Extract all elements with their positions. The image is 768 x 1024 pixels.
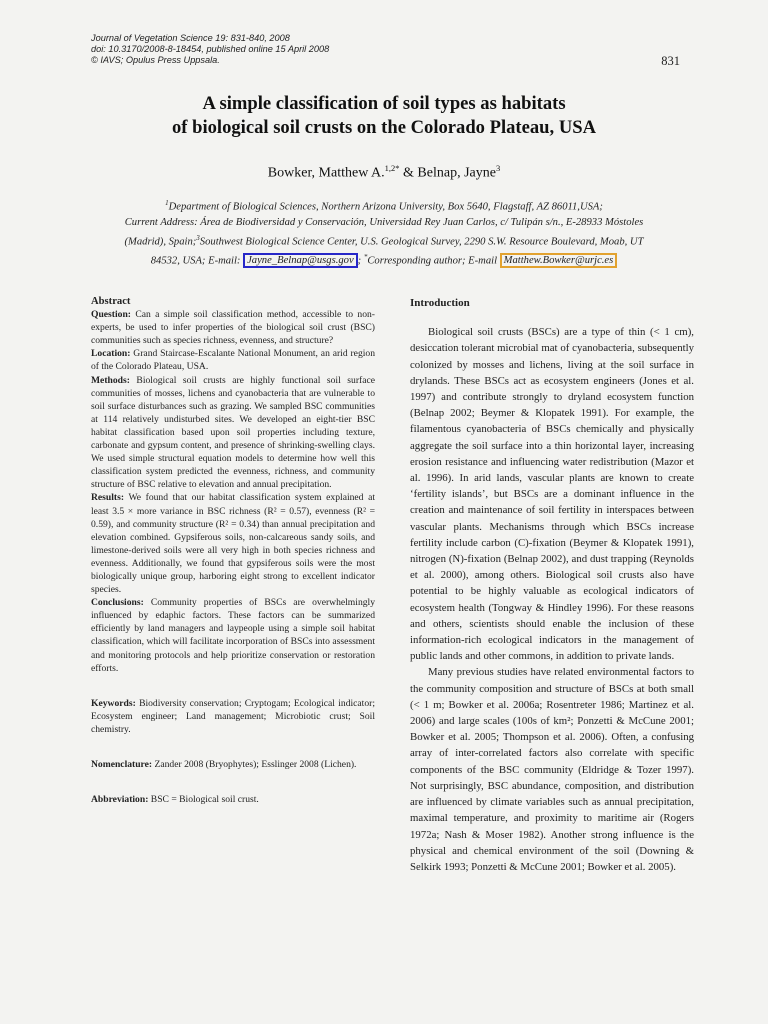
nomenclature-label: Nomenclature: [91, 759, 153, 770]
introduction-paragraph-2: Many previous studies have related environmental factors to the community composition and structure of BSCs at both small (< 1 m; Bowker et al. 2006a; Rosentreter 1986; Martinez et al. 2006) and large scales (100s of km²; Ponzetti & McCune 2001; Bowker et al. 2005; Thompson et al. 2006). Often, a confusing array of inter-correlated factors also correlate with specific components of the BSC community (Eldridge & Tozer 1997). Not surprisingly, BSC abundance, composition, and distribution are influenced by climate variables such as annual precipitation, maximal temperature, and proximity to maritime air (Rogers 1972a; Nash & Moser 1982). Another strong influence is the physical and chemical environment of the soil (Downing & Selkirk 1993; Ponzetti & McCune 2001; Bowker et al. 2005). [410, 666, 694, 873]
keywords [91, 697, 375, 736]
affiliation-line-2: Current Address: Área de Biodiversidad y Conservación, Universidad Rey Juan Carlos, c/ Tulipán s/n., E-28933 Móstoles [124, 217, 644, 229]
conclusions-text: Community properties of BSCs are overwhelmingly influenced by edaphic factors. These factors can be summarized efficiently by land managers and laypeople using a simple soil habitat classification, which will facilitate incorporation of BSCs into assessment and monitoring protocols and help prioritize conservation or restoration efforts. [91, 597, 375, 674]
email-link-bowker[interactable]: Matthew.Bowker@urjc.es [500, 253, 618, 268]
email-link-belnap[interactable]: Jayne_Belnap@usgs.gov [243, 253, 358, 268]
author-2-affiliation-mark: 3 [495, 163, 501, 173]
abstract-conclusions [91, 596, 375, 675]
keywords-text: Biodiversity conservation; Cryptogam; Ecological indicator; Ecosystem engineer; Land management; Microbiotic crust; Soil chemistry. [91, 697, 375, 735]
corresponding-author-label: Corresponding author; E-mail [367, 255, 500, 267]
affiliation-mark-3: 3 [196, 233, 200, 242]
location-label: Location: [91, 348, 131, 360]
corresponding-mark: * [363, 252, 368, 261]
nomenclature [91, 758, 375, 771]
results-text: We found that our habitat classification system explained at least 3.5 × more variance in BSC richness (R² = 0.57), evenness (R² = 0.59), and community structure (R² = 0.34) than annual precipitation and elevation combined. Gypsiferous soils, non-calcareous sandy soils, and limestone-derived soils were all very high in both species richness and evenness. Additionally, we found that gypsiferous soils were the most biologically unique group, harboring eight strong to excellent indicator species. [91, 492, 375, 596]
abbreviation-label: Abbreviation: [91, 794, 149, 806]
affiliation-line-4a: 84532, USA; E-mail: [150, 255, 244, 267]
affiliation-line-3a: (Madrid), Spain; [124, 236, 197, 248]
affiliations [86, 196, 682, 269]
introduction-paragraph-1: Biological soil crusts (BSCs) are a type of thin (< 1 cm), desiccation tolerant microbial mat of cyanobacteria, subsequently colonized by mosses and lichens, living at the soil surface in drylands. These BSCs act as ecosystem engineers (Jones et al. 1997) and contribute strongly to dryland ecosystem function (Belnap 2002; Beymer & Klopatek 1991). For example, the filamentous cyanobacteria of BSCs chemically and physically aggregate the soil surface into a thin horizontal layer, increasing erosion resistance and influencing water redistribution (Mazor et al. 1996). In arid lands, vascular plants are known to create ‘fertility islands’, but BSCs are a dominant influence in the creation and maintenance of soil fertility in interspaces between vascular plants. Mechanisms through which BSCs increase fertility include carbon (C)-fixation (Beymer & Klopatek 1991), nitrogen (N)-fixation (Belnap 2002), and dust trapping (Reynolds et al. 2000), among others. Biological soil crusts also have potential to be highly valuable as ecological indicators of ecosystem health (Tongway & Hindley 1996). For these reasons and others, scientists should enable the inclusion of these information-rich ecological indicators in the management of public lands and other commons, in addition to private lands. [410, 326, 694, 663]
methods-text: Biological soil crusts are highly functional soil surface communities of mosses, lichens and cyanobacteria that are vulnerable to soil surface disturbances such as grazing. We sampled BSC communities at 114 relatively undisturbed sites. We developed an eight-tier BSC habitat classification based upon soil properties including texture, carbonate and gypsum content, and presence of shrinking-swelling clays. We used simple structural equation models to determine how well this classification system predicted the evenness, richness, and community structure of BSC relative to elevation and annual precipitation. [91, 374, 375, 491]
introduction-heading: Introduction [410, 297, 470, 309]
journal-citation: Journal of Vegetation Science 19: 831-840, 2008 [91, 33, 290, 43]
abstract-column [91, 295, 375, 806]
affiliation-mark-1: 1 [165, 199, 169, 207]
page-number: 831 [661, 54, 680, 68]
question-text: Can a simple soil classification method, accessible to non-experts, be used to infer properties of the biological soil crust (BSC) communities such as species richness, evenness, and structure? [91, 309, 375, 347]
affiliation-line-3b: Southwest Biological Science Center, U.S. Geological Survey, 2290 S.W. Resource Boulevard, Moab, UT [199, 236, 644, 248]
article-title [60, 92, 708, 140]
abstract-location [91, 347, 375, 373]
separator: ; [357, 255, 364, 267]
results-label: Results: [91, 492, 125, 504]
abstract-question [91, 308, 375, 347]
affiliation-line-1: Department of Biological Sciences, Northern Arizona University, Box 5640, Flagstaff, AZ 86011,USA; [168, 201, 603, 213]
abstract-heading: Abstract [91, 296, 131, 307]
author-1: Bowker, Matthew A. [267, 165, 385, 181]
author-1-affiliation-mark: 1,2* [384, 163, 400, 173]
copyright-line: © IAVS; Opulus Press Uppsala. [91, 55, 220, 65]
introduction-column [410, 295, 694, 875]
keywords-label: Keywords: [91, 697, 136, 709]
doi-line: doi: 10.3170/2008-8-18454, published online 15 April 2008 [91, 44, 330, 54]
author-2: & Belnap, Jayne [399, 165, 496, 181]
abbreviation [91, 793, 375, 806]
question-label: Question: [91, 309, 131, 321]
abstract-methods [91, 374, 375, 492]
journal-header [91, 33, 511, 66]
methods-label: Methods: [91, 374, 130, 386]
nomenclature-text: Zander 2008 (Bryophytes); Esslinger 2008 (Lichen). [152, 759, 357, 770]
title-line-1: A simple classification of soil types as habitats [202, 93, 566, 114]
abbreviation-text: BSC = Biological soil crust. [148, 794, 259, 806]
abstract-results [91, 491, 375, 596]
title-line-2: of biological soil crusts on the Colorado Plateau, USA [171, 117, 597, 138]
author-line [60, 163, 708, 182]
location-text: Grand Staircase-Escalante National Monument, an arid region of the Colorado Plateau, USA. [91, 348, 375, 373]
conclusions-label: Conclusions: [91, 597, 144, 609]
